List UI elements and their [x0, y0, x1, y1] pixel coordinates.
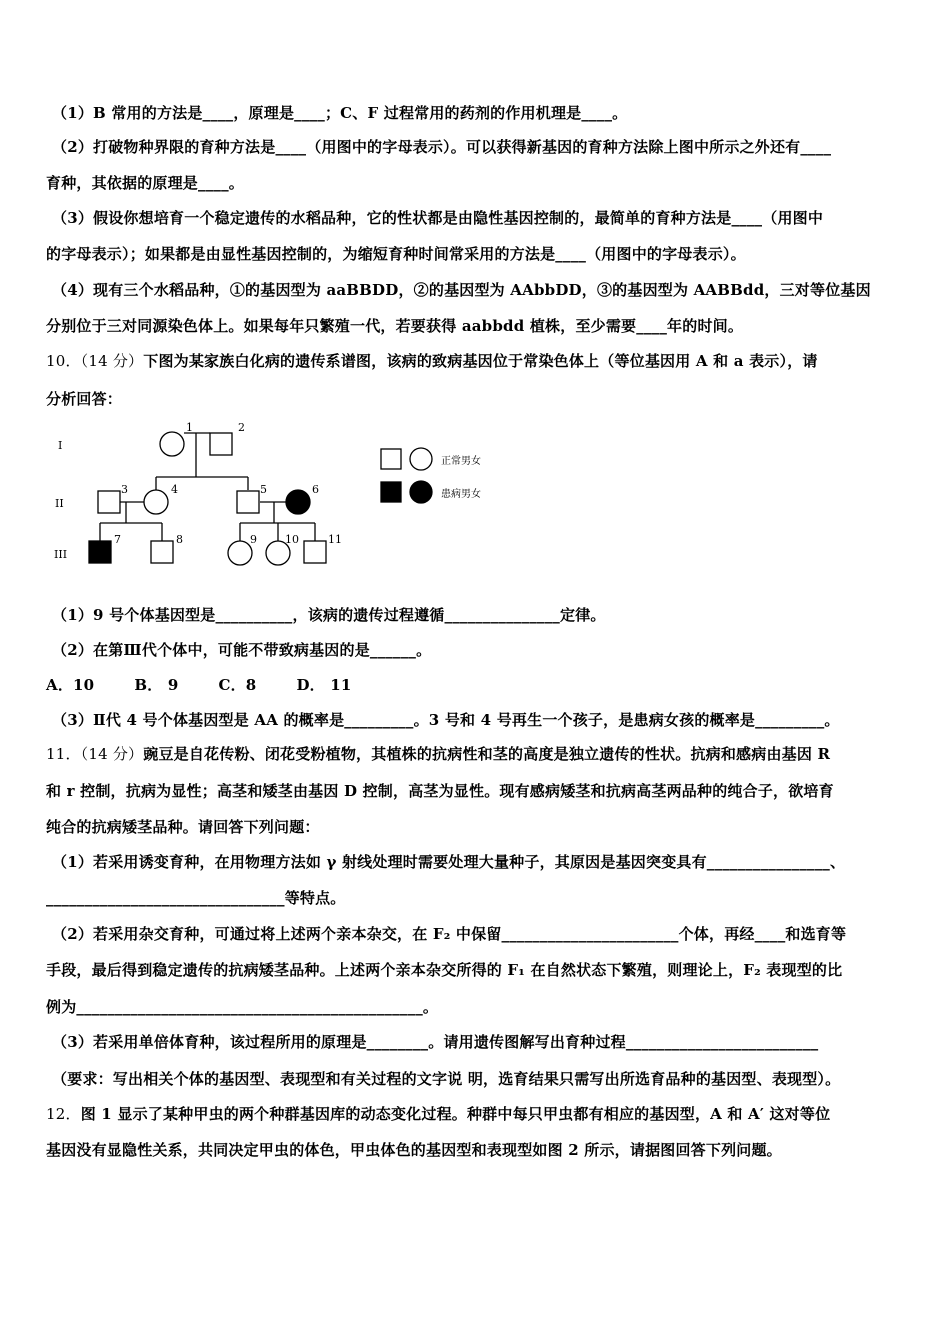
legend-normal-female: [410, 448, 432, 470]
question-10-stem-text: 下图为某家族白化病的遗传系谱图，该病的致病基因位于常染色体上（等位基因用 A 和 a 表示），请: [143, 352, 818, 370]
question-11-part-2-line-1: （2）若采用杂交育种，可通过将上述两个亲本杂交，在 F₂ 中保留_______________________个体，再经____和选育等: [52, 925, 847, 943]
question-9-part-2-line-1: （2）打破物种界限的育种方法是____（用图中的字母表示）。可以获得新基因的育种方法除上图中所示之外还有____: [52, 138, 832, 156]
option-c: C．8: [218, 676, 257, 694]
individual-9: [228, 541, 252, 565]
label-11: 11: [328, 533, 342, 546]
question-9-part-1: （1）B 常用的方法是____，原理是____；C、F 过程常用的药剂的作用机理是____。: [52, 104, 628, 122]
label-3: 3: [121, 483, 128, 496]
label-10: 10: [285, 533, 299, 546]
label-2: 2: [238, 421, 245, 434]
question-12-stem-line-1: [46, 1104, 830, 1124]
legend-normal-male: [381, 449, 401, 469]
option-b: B． 9: [134, 676, 179, 694]
question-10-part-3: （3）Ⅱ代 4 号个体基因型是 AA 的概率是_________。3 号和 4 号再生一个孩子，是患病女孩的概率是_________。: [52, 711, 840, 729]
question-12-number: 12．: [46, 1105, 81, 1123]
question-11-stem-text: 豌豆是自花传粉、闭花受粉植物，其植株的抗病性和茎的高度是独立遗传的性状。抗病和感病由基因 R: [143, 745, 831, 763]
label-8: 8: [176, 533, 183, 546]
question-11-part-1-line-2: _______________________________等特点。: [46, 889, 346, 907]
question-11-part-1-line-1: （1）若采用诱变育种，在用物理方法如 γ 射线处理时需要处理大量种子，其原因是基因突变具有________________、: [52, 853, 846, 871]
individual-7: [89, 541, 111, 563]
question-11-number: 11．（14 分）: [46, 745, 144, 763]
label-5: 5: [260, 483, 267, 496]
question-11-stem-line-3: 纯合的抗病矮茎品种。请回答下列问题：: [46, 818, 320, 836]
question-10-options: [46, 675, 392, 695]
question-11-part-3-line-1: （3）若采用单倍体育种，该过程所用的原理是________。请用遗传图解写出育种过程_________________________: [52, 1033, 819, 1051]
question-10-stem-line-1: [46, 351, 818, 371]
legend-affected-male: [381, 482, 401, 502]
individual-1: [160, 432, 184, 456]
question-11-part-3-line-2: （要求：写出相关个体的基因型、表现型和有关过程的文字说 明，选育结果只需写出所选育品种的基因型、表现型）。: [52, 1070, 841, 1088]
question-10-part-1: （1）9 号个体基因型是__________，该病的遗传过程遵循_______________定律。: [52, 606, 606, 624]
question-11-stem-line-1: [46, 744, 830, 764]
legend-normal-label: 正常男女: [441, 456, 481, 467]
label-4: 4: [171, 483, 178, 496]
question-10-part-2: （2）在第Ⅲ代个体中，可能不带致病基因的是______。: [52, 641, 432, 659]
legend-affected-label: 患病男女: [441, 489, 481, 500]
question-10-number: 10．（14 分）: [46, 352, 144, 370]
individual-4: [144, 490, 168, 514]
individual-3: [98, 491, 120, 513]
individual-11: [304, 541, 326, 563]
question-9-part-4-line-1: （4）现有三个水稻品种，①的基因型为 aaBBDD，②的基因型为 AAbbDD，③的基因型为 AABBdd，三对等位基因: [52, 281, 871, 299]
question-11-part-2-line-2: 手段，最后得到稳定遗传的抗病矮茎品种。上述两个亲本杂交所得的 F₁ 在自然状态下繁殖，则理论上，F₂ 表现型的比: [46, 961, 843, 979]
label-6: 6: [312, 483, 319, 496]
option-d: D． 11: [296, 676, 352, 694]
generation-label-2: II: [55, 497, 64, 510]
label-7: 7: [114, 533, 121, 546]
question-11-stem-line-2: 和 r 控制，抗病为显性；高茎和矮茎由基因 D 控制，高茎为显性。现有感病矮茎和抗病高茎两品种的纯合子，欲培育: [46, 782, 834, 800]
generation-label-1: I: [58, 439, 63, 452]
pedigree-chart: [50, 410, 510, 590]
question-10-stem-line-2: 分析回答：: [46, 390, 123, 408]
individual-2: [210, 433, 232, 455]
individual-6: [286, 490, 310, 514]
question-9-part-4-line-2: 分别位于三对同源染色体上。如果每年只繁殖一代，若要获得 aabbdd 植株，至少需要____年的时间。: [46, 317, 744, 335]
option-a: A．10: [46, 676, 95, 694]
label-9: 9: [250, 533, 257, 546]
generation-label-3: III: [54, 548, 68, 561]
question-11-part-2-line-3: 例为_____________________________________________。: [46, 998, 439, 1016]
question-9-part-3-line-1: （3）假设你想培育一个稳定遗传的水稻品种，它的性状都是由隐性基因控制的，最简单的育种方法是____（用图中: [52, 209, 824, 227]
question-9-part-2-line-2: 育种，其依据的原理是____。: [46, 174, 245, 192]
individual-8: [151, 541, 173, 563]
individual-5: [237, 491, 259, 513]
question-12-stem-line-2: 基因没有显隐性关系，共同决定甲虫的体色，甲虫体色的基因型和表现型如图 2 所示，请据图回答下列问题。: [46, 1141, 782, 1159]
legend-affected-female: [410, 481, 432, 503]
question-12-stem-text: 图 1 显示了某种甲虫的两个种群基因库的动态变化过程。种群中每只甲虫都有相应的基因型，A 和 A′ 这对等位: [80, 1105, 831, 1123]
question-9-part-3-line-2: 的字母表示）；如果都是由显性基因控制的，为缩短育种时间常采用的方法是____（用图中的字母表示）。: [46, 245, 746, 263]
label-1: 1: [186, 421, 193, 434]
